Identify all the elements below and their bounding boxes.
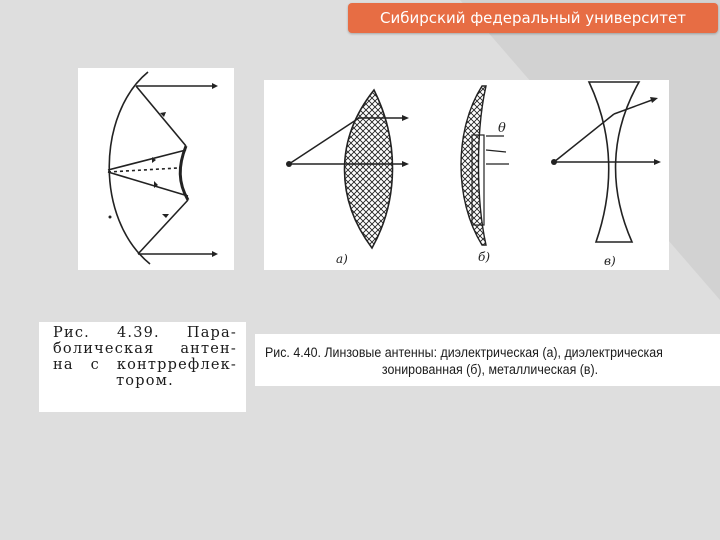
dielectric-lens: [286, 90, 409, 248]
caption-line: на с контррефлек-: [53, 357, 237, 373]
figure-4-40-caption: [265, 344, 715, 378]
sub-label-c: в): [604, 254, 616, 268]
sub-label-b: б): [478, 250, 491, 264]
caption-line: зонированная (б), металлическая (в).: [381, 362, 599, 377]
metal-lens: [551, 82, 661, 242]
caption-line: болическая антен-: [53, 341, 237, 357]
university-title: Сибирский федеральный университет: [380, 9, 686, 27]
figure-4-39-caption-box: [39, 322, 246, 412]
university-title-badge: [348, 3, 718, 33]
figure-4-39-image: [78, 68, 234, 270]
sub-label-a: а): [336, 252, 348, 266]
figure-4-40-image: [264, 80, 669, 270]
lens-antennas-drawing: [264, 80, 669, 270]
caption-line: тором.: [116, 373, 174, 389]
parabolic-antenna-drawing: [78, 68, 234, 270]
zoned-dielectric-lens: [461, 86, 509, 245]
figure-4-40-caption-box: [255, 334, 720, 386]
caption-line: Рис. 4.39. Пара-: [53, 325, 237, 341]
figure-4-39-caption: [53, 325, 237, 389]
angle-theta-label: θ: [498, 121, 506, 136]
caption-line: Рис. 4.40. Линзовые антенны: диэлектрическая (а), диэлектрическая: [265, 345, 663, 360]
